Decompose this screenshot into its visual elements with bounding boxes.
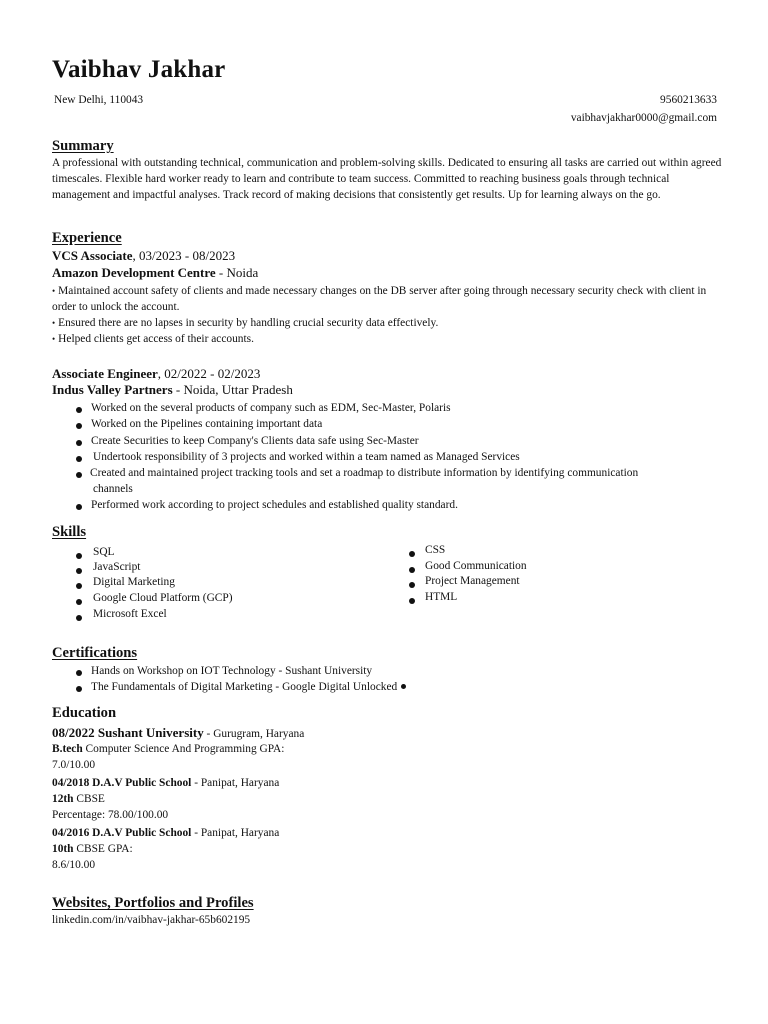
job-role: VCS Associate xyxy=(52,248,133,263)
skill-text: Project Management xyxy=(425,575,520,587)
bullet-dot xyxy=(76,407,82,413)
education-location: - Panipat, Haryana xyxy=(191,777,280,789)
list-item-text: Created and maintained project tracking tools and set a roadmap to distribute information by identifying communication xyxy=(90,467,639,479)
email-link[interactable]: vaibhavjakhar0000@gmail.com xyxy=(570,112,717,124)
job-role: Associate Engineer xyxy=(52,366,158,381)
skill-text: HTML xyxy=(425,591,458,603)
bullet-dot xyxy=(76,583,82,589)
education-degree: 12th xyxy=(52,793,74,805)
education-school-line xyxy=(52,825,279,841)
list-item-continuation: channels xyxy=(93,483,133,495)
education-degree-line xyxy=(52,841,133,857)
bullet-dot xyxy=(76,440,82,446)
job-company-line xyxy=(52,382,293,398)
list-item-text: Create Securities to keep Company's Clients data safe using Sec-Master xyxy=(91,435,419,447)
skill-text: Digital Marketing xyxy=(93,576,175,588)
education-location: - Panipat, Haryana xyxy=(191,827,280,839)
bullet-dot xyxy=(76,504,82,510)
certification-text: The Fundamentals of Digital Marketing - Google Digital Unlocked xyxy=(91,679,406,695)
bullet-dot xyxy=(76,686,82,692)
education-school: 08/2022 Sushant University xyxy=(52,725,204,740)
list-item-text: Undertook responsibility of 3 projects and worked within a team named as Managed Services xyxy=(93,451,520,463)
phone-text: 9560213633 xyxy=(660,94,717,106)
summary-heading: Summary xyxy=(52,138,114,154)
education-location: - Gurugram, Haryana xyxy=(203,728,305,740)
trailing-dot xyxy=(401,684,406,689)
linkedin-link[interactable]: linkedin.com/in/vaibhav-jakhar-65b602195 xyxy=(52,914,251,926)
education-degree: B.tech xyxy=(52,743,83,755)
experience-heading: Experience xyxy=(52,230,122,246)
bullet-dot xyxy=(76,472,82,478)
list-item-text: Worked on the several products of company such as EDM, Sec-Master, Polaris xyxy=(91,402,451,414)
candidate-name: Vaibhav Jakhar xyxy=(52,56,226,83)
job-location: - Noida, Uttar Pradesh xyxy=(172,382,293,397)
education-degree-line xyxy=(52,741,284,757)
job-bullet: • Maintained account safety of clients and made necessary changes on the DB server after going through necessary security check with client in order to unlock the account. xyxy=(52,283,712,315)
job-dates: , 03/2023 - 08/2023 xyxy=(132,248,236,263)
job-bullet: • Ensured there are no lapses in security by handling crucial security data effectively. xyxy=(52,315,712,331)
education-degree-line xyxy=(52,791,105,807)
list-item-text: Performed work according to project schedules and established quality standard. xyxy=(91,499,458,511)
education-heading: Education xyxy=(52,705,117,721)
job-bullet: • Helped clients get access of their accounts. xyxy=(52,331,712,347)
summary-text: A professional with outstanding technical, communication and problem-solving skills. Dedicated to ensuring all tasks are carried out within agreed timescales. Flexible hard worker ready to learn and contribute to team success. Committed to reaching business goals through technical management and impactful analyses. Track record of making decisions that consistently get results. Up for learning always on the go. xyxy=(52,157,722,201)
bullet-dot xyxy=(409,582,415,588)
skill-text: Microsoft Excel xyxy=(93,608,167,620)
bullet-dot xyxy=(76,599,82,605)
location-text: New Delhi, 110043 xyxy=(54,94,144,106)
education-score: Percentage: 78.00/100.00 xyxy=(52,809,169,821)
education-school: 04/2016 D.A.V Public School xyxy=(52,827,192,839)
job-location: - Noida xyxy=(215,265,259,280)
bullet-dot xyxy=(409,598,415,604)
bullet-dot xyxy=(76,423,82,429)
job-title-line xyxy=(52,248,235,264)
bullet-dot xyxy=(76,553,82,559)
bullet-dot xyxy=(409,567,415,573)
job-company: Amazon Development Centre xyxy=(52,265,216,280)
education-field: CBSE xyxy=(73,793,105,805)
job-title-line xyxy=(52,366,260,382)
skill-text: Good Communication xyxy=(425,560,527,572)
websites-heading: Websites, Portfolios and Profiles xyxy=(52,895,254,911)
education-field: CBSE GPA: xyxy=(73,843,133,855)
bullet-dot xyxy=(76,456,82,462)
education-degree: 10th xyxy=(52,843,74,855)
bullet-dot xyxy=(76,615,82,621)
education-school-line xyxy=(52,775,279,791)
bullet-dot xyxy=(409,551,415,557)
skill-text: SQL xyxy=(93,546,115,558)
job-company: Indus Valley Partners xyxy=(52,382,173,397)
education-score: 7.0/10.00 xyxy=(52,759,96,771)
skills-heading: Skills xyxy=(52,524,87,540)
certifications-heading: Certifications xyxy=(52,645,138,661)
skill-text: CSS xyxy=(425,544,446,556)
skill-text: Google Cloud Platform (GCP) xyxy=(93,592,233,604)
certification-text: Hands on Workshop on IOT Technology - Sushant University xyxy=(91,665,373,677)
list-item-text: Worked on the Pipelines containing important data xyxy=(91,418,323,430)
job-company-line xyxy=(52,265,258,281)
job-dates: , 02/2022 - 02/2023 xyxy=(157,366,261,381)
education-school-line xyxy=(52,725,304,742)
skill-text: JavaScript xyxy=(93,561,141,573)
bullet-dot xyxy=(76,568,82,574)
bullet-dot xyxy=(76,670,82,676)
education-school: 04/2018 D.A.V Public School xyxy=(52,777,192,789)
education-field: Computer Science And Programming GPA: xyxy=(82,743,285,755)
education-score: 8.6/10.00 xyxy=(52,859,96,871)
